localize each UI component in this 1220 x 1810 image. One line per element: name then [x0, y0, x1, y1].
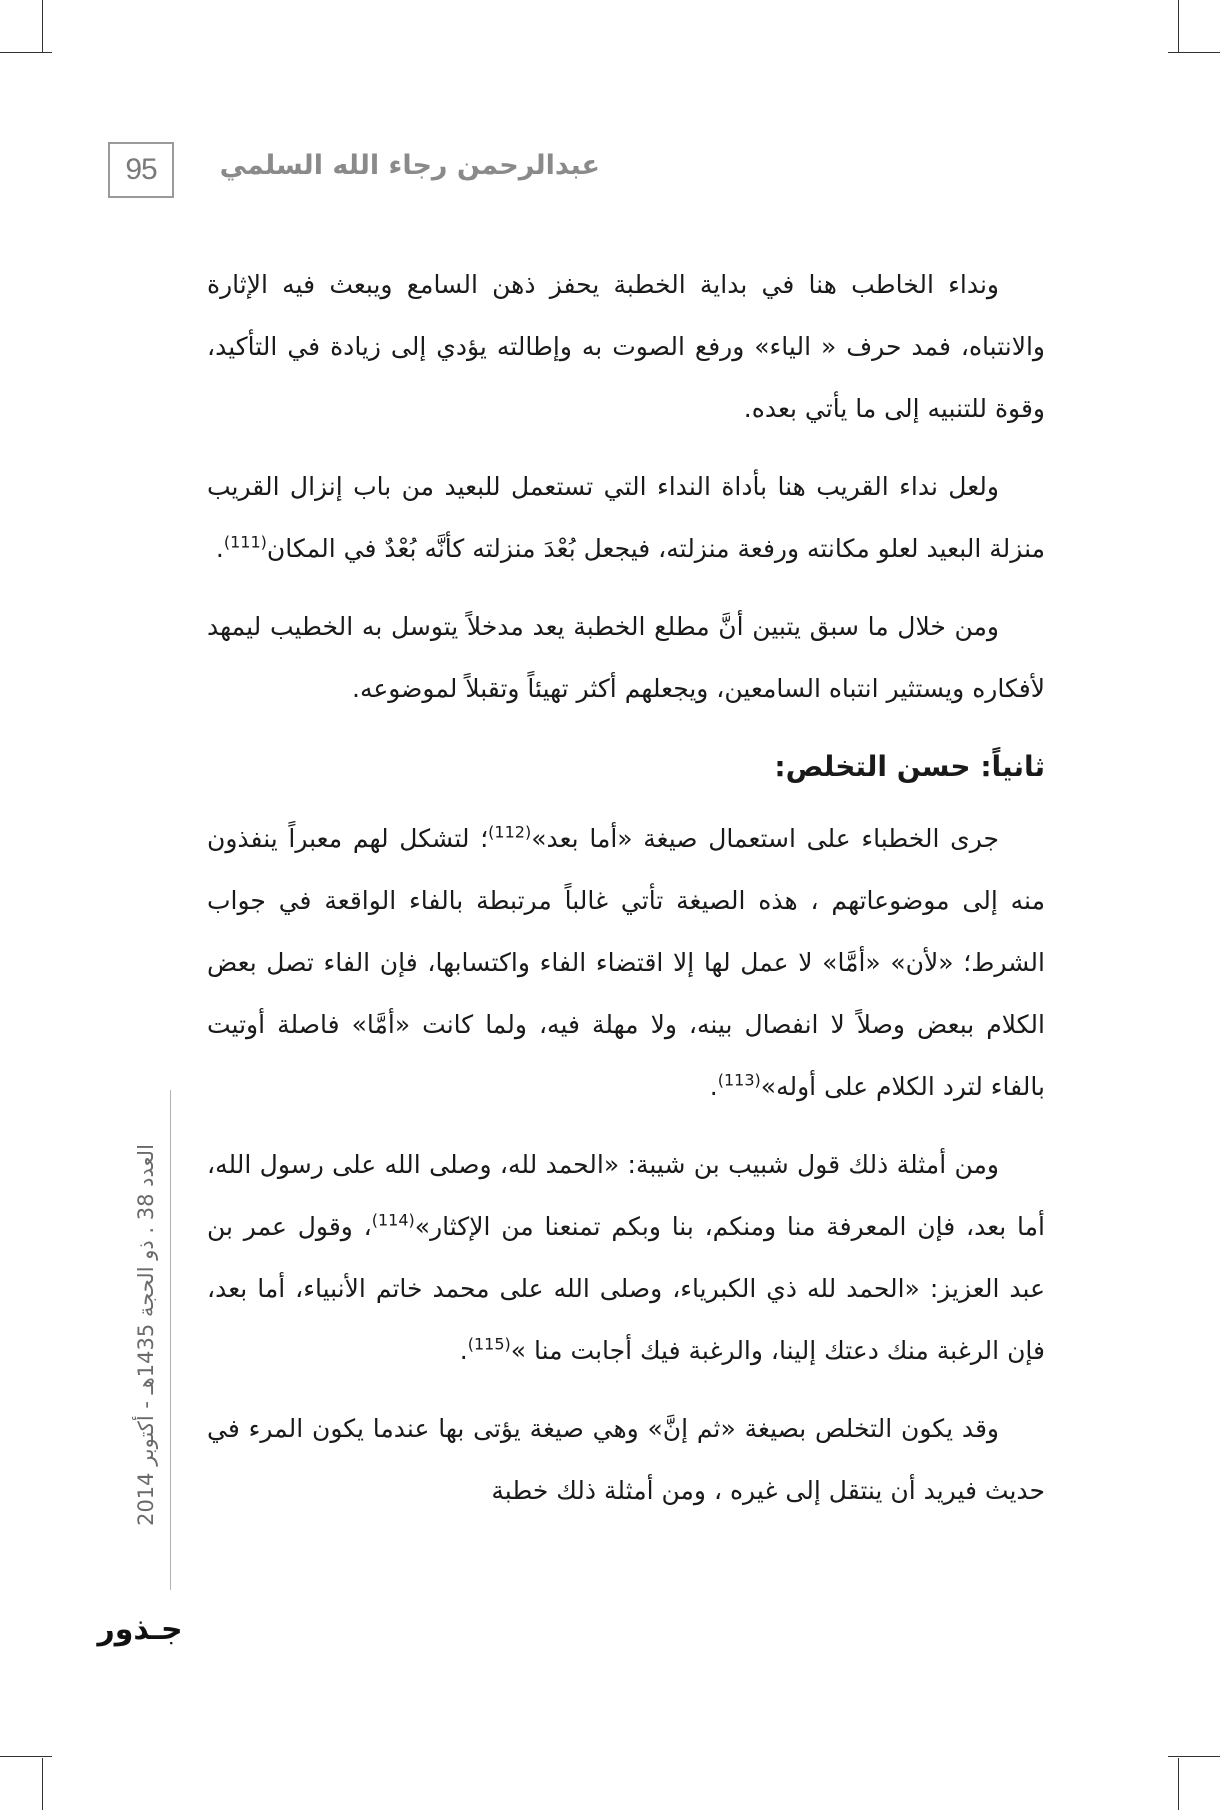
running-head: عبدالرحمن رجاء الله السلمي: [219, 150, 600, 181]
side-divider: [170, 1090, 171, 1590]
crop-mark: [0, 52, 52, 53]
paragraph-end: .: [709, 1072, 718, 1101]
paragraph-text: ، وقول عمر بن عبد العزيز: «الحمد لله ذي الكبرياء، وصلى الله على محمد خاتم الأنبياء، أما بعد، فإن الرغبة منك دعتك إلينا، والرغبة فيك أجابت منا »: [207, 1212, 1045, 1365]
paragraph-text: جرى الخطباء على استعمال صيغة «أما بعد»: [531, 824, 999, 853]
paragraph: ومن خلال ما سبق يتبين أنَّ مطلع الخطبة يعد مدخلاً يتوسل به الخطيب ليمهد لأفكاره ويستثير انتباه السامعين، ويجعلهم أكثر تهيئاً وتقبلاً لموضوعه.: [207, 612, 1045, 703]
footnote-ref: (111): [223, 532, 267, 552]
paragraph-text: ومن أمثلة ذلك قول شبيب بن شيبة: «الحمد لله، وصلى الله على رسول الله، أما بعد، فإن المعرفة منا ومنكم، بنا وبكم تمنعنا من الإكثار»: [207, 1150, 1045, 1241]
journal-logo: جـذور: [97, 1611, 183, 1647]
issue-info: [128, 1100, 164, 1570]
crop-mark: [42, 1758, 43, 1810]
page-number: 95: [108, 142, 174, 198]
main-text: [207, 254, 1045, 1538]
crop-mark: [0, 1756, 52, 1757]
issue-info-text: العدد 38 . ذو الحجة 1435هـ - أكتوبر 2014: [134, 1144, 158, 1526]
paragraph: [207, 456, 1045, 580]
footnote-ref: (115): [467, 1334, 511, 1354]
crop-mark: [1168, 1756, 1220, 1757]
paragraph: وقد يكون التخلص بصيغة «ثم إنَّ» وهي صيغة يؤتى بها عندما يكون المرء في حديث فيريد أن ينتقل إلى غيره ، ومن أمثلة ذلك خطبة: [207, 1414, 1045, 1505]
crop-mark: [1178, 0, 1179, 52]
crop-mark: [1168, 52, 1220, 53]
crop-mark: [1178, 1758, 1179, 1810]
paragraph-text: ؛ لتشكل لهم معبراً ينفذون منه إلى موضوعاتهم ، هذه الصيغة تأتي غالباً مرتبطة بالفاء الواقعة في جواب الشرط؛ «لأن» «أمَّا» لا عمل لها إلا اقتضاء الفاء واكتسابها، فإن الفاء تصل بعض الكلام ببعض وصلاً لا انفصال بينه، ولا مهلة فيه، ولما كانت «أمَّا» فاصلة أوتيت بالفاء لترد الكلام على أوله»: [207, 824, 1045, 1101]
footnote-ref: (114): [371, 1210, 415, 1230]
paragraph: ونداء الخاطب هنا في بداية الخطبة يحفز ذهن السامع ويبعث فيه الإثارة والانتباه، فمد حرف « الياء» ورفع الصوت به وإطالته يؤدي إلى زيادة في التأكيد، وقوة للتنبيه إلى ما يأتي بعده.: [207, 270, 1045, 423]
footnote-ref: (113): [717, 1070, 761, 1090]
section-heading: ثانياً: حسن التخلص:: [774, 750, 1045, 783]
paragraph: [207, 1134, 1045, 1382]
paragraph-text: ولعل نداء القريب هنا بأداة النداء التي تستعمل للبعيد من باب إنزال القريب منزلة البعيد لعلو مكانته ورفعة منزلته، فيجعل بُعْدَ منزلته كأنَّه بُعْدٌ في المكان: [207, 472, 1045, 563]
paragraph-end: .: [459, 1336, 468, 1365]
crop-mark: [42, 0, 43, 52]
paragraph: [207, 808, 1045, 1118]
paragraph-end: .: [215, 534, 224, 563]
footnote-ref: (112): [488, 822, 532, 842]
